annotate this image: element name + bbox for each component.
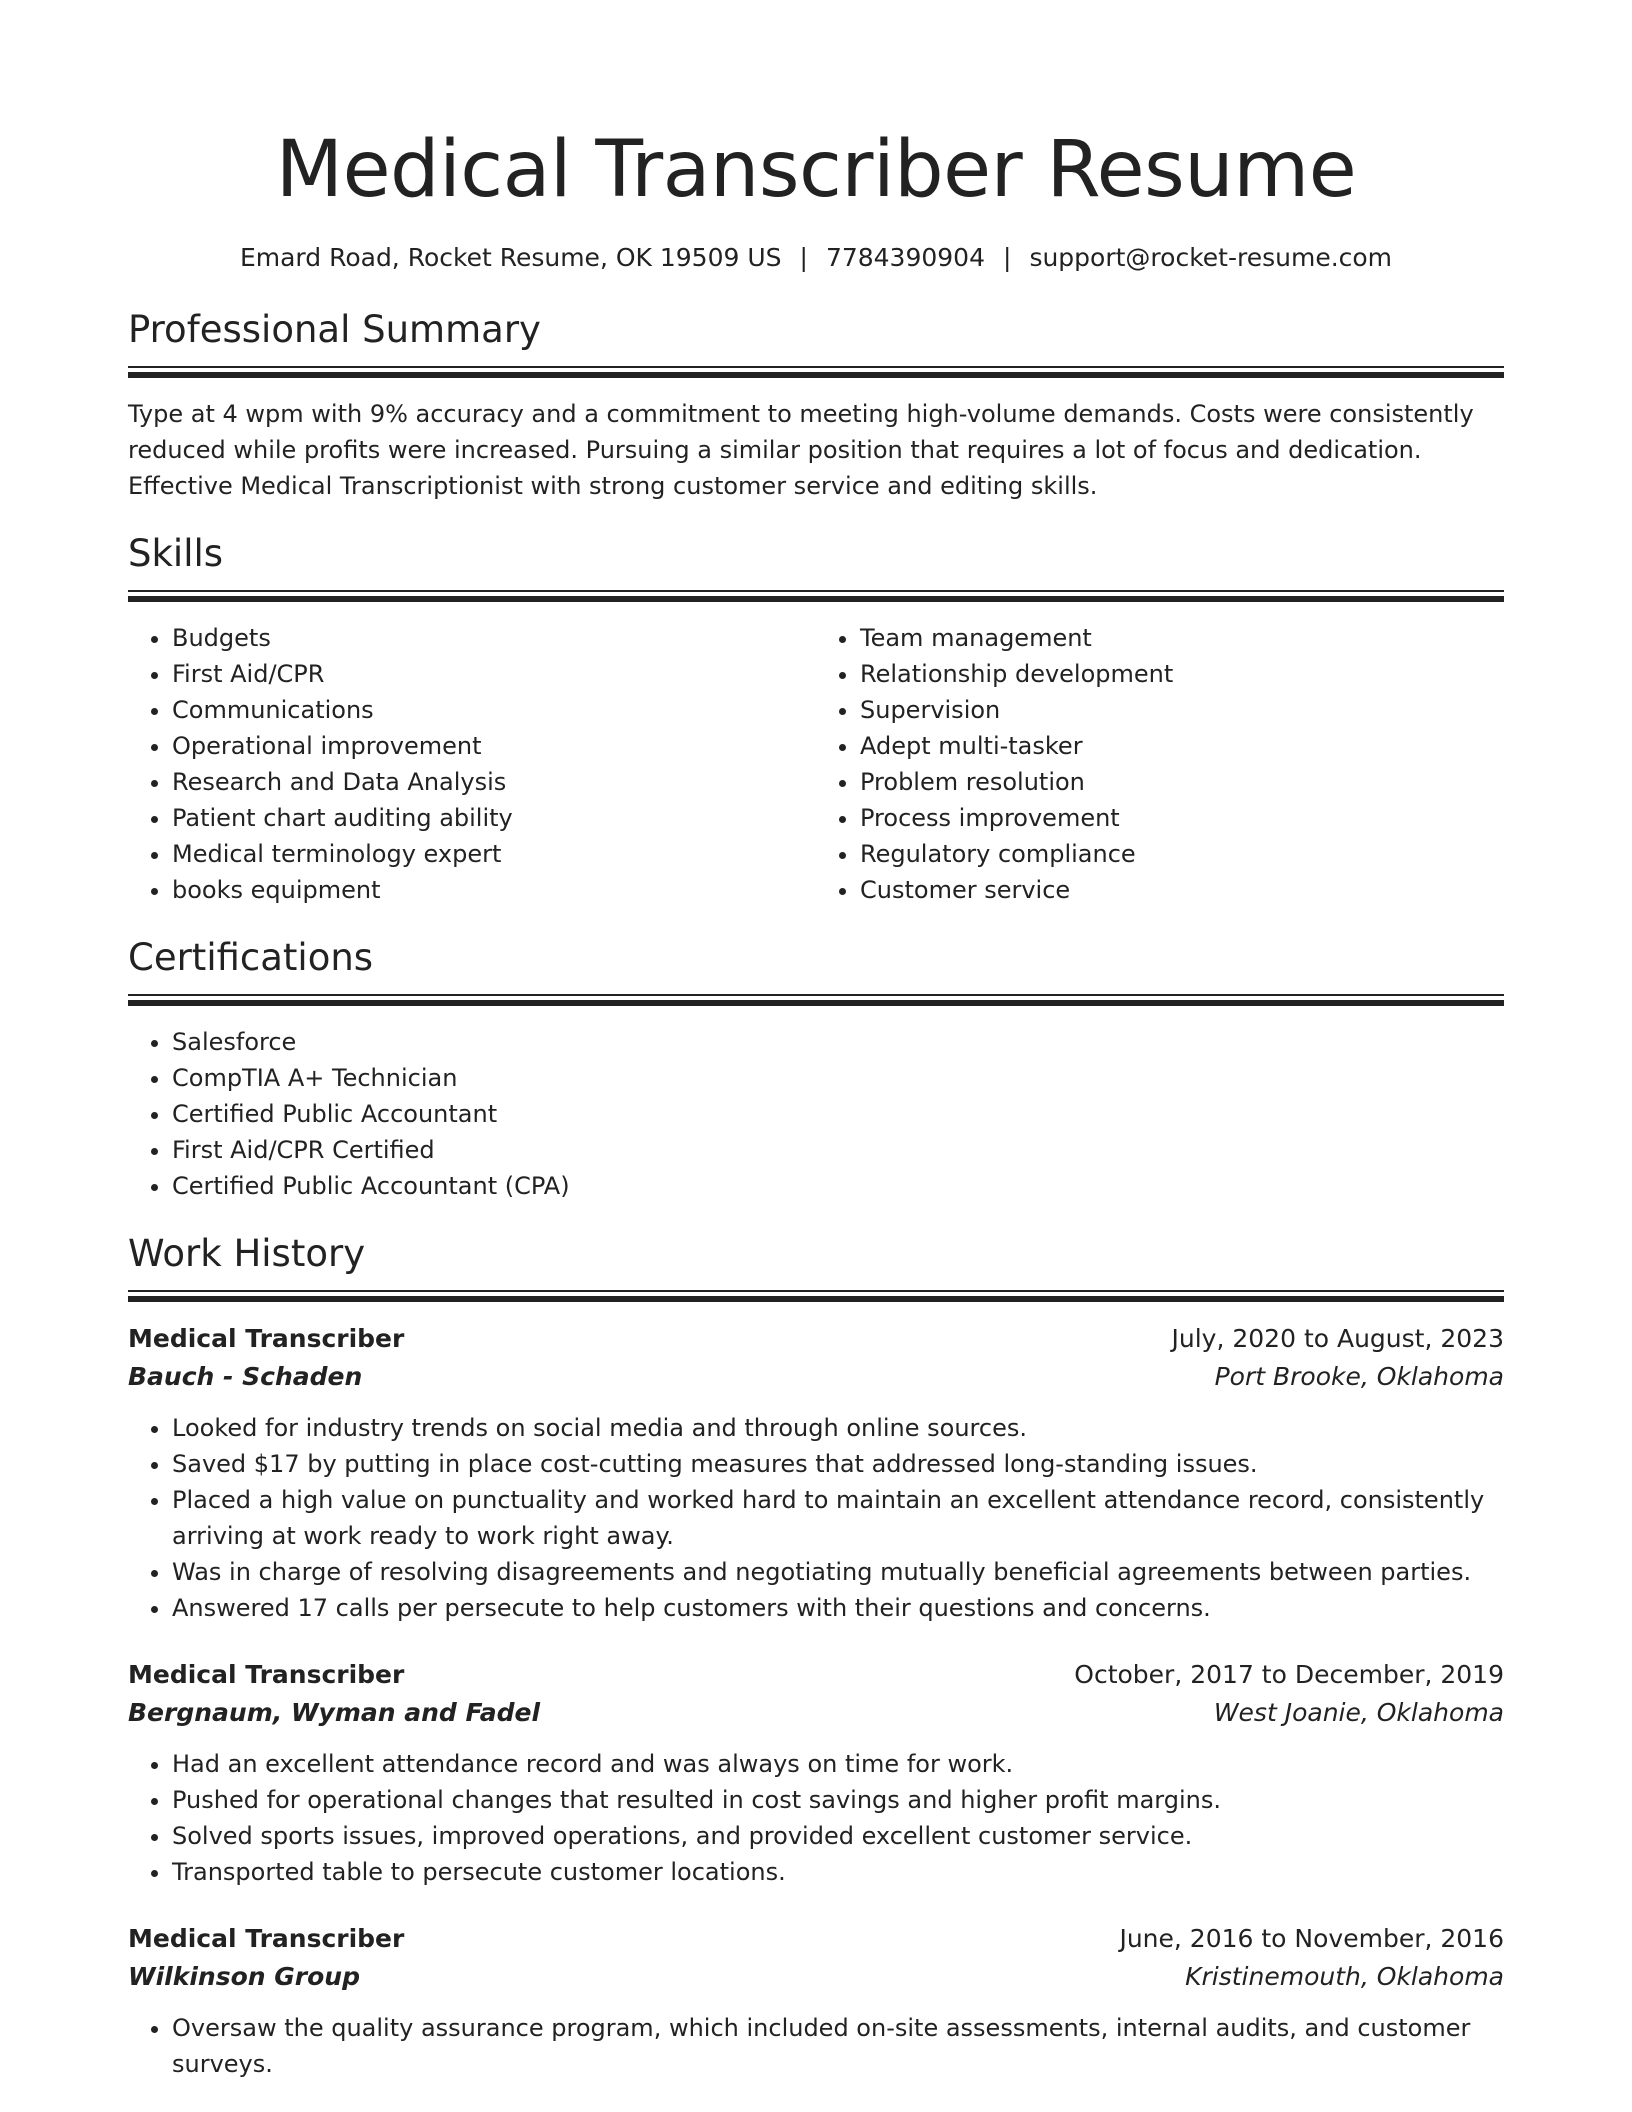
job-bullets bbox=[128, 1410, 1504, 1626]
section-divider bbox=[128, 994, 1504, 1006]
job-bullet: • Answered 17 calls per persecute to help customers with their questions and concerns. bbox=[172, 1590, 1504, 1626]
job-company: Wilkinson Group bbox=[128, 1962, 360, 1991]
job-bullet: • Oversaw the quality assurance program, which included on-site assessments, internal audits, and customer surveys. bbox=[172, 2010, 1504, 2082]
skill-item: • Patient chart auditing ability bbox=[172, 800, 816, 836]
job-bullet: • Was in charge of resolving disagreements and negotiating mutually beneficial agreements between parties. bbox=[172, 1554, 1504, 1590]
job-title-row bbox=[128, 1656, 1504, 1694]
job-dates: October, 2017 to December, 2019 bbox=[1074, 1660, 1504, 1689]
contact-line bbox=[128, 240, 1504, 276]
job-bullets bbox=[128, 2010, 1504, 2082]
skill-item: • Medical terminology expert bbox=[172, 836, 816, 872]
job-location: West Joanie, Oklahoma bbox=[1213, 1698, 1504, 1727]
certification-item: • Certified Public Accountant (CPA) bbox=[172, 1168, 1504, 1204]
section-divider bbox=[128, 1290, 1504, 1302]
skill-item: • Customer service bbox=[860, 872, 1504, 908]
job-title-row bbox=[128, 1920, 1504, 1958]
job-entry bbox=[128, 1656, 1504, 1890]
skills-columns bbox=[128, 602, 1504, 908]
certification-item: • Salesforce bbox=[172, 1024, 1504, 1060]
skills-section bbox=[128, 530, 1504, 908]
job-bullet: • Transported table to persecute customer locations. bbox=[172, 1854, 1504, 1890]
resume-title: Medical Transcriber Resume bbox=[275, 125, 1357, 215]
skill-item: • Adept multi-tasker bbox=[860, 728, 1504, 764]
job-company-row bbox=[128, 1358, 1504, 1396]
job-title: Medical Transcriber bbox=[128, 1660, 405, 1689]
section-divider bbox=[128, 590, 1504, 602]
skill-item: • Communications bbox=[172, 692, 816, 728]
contact-address: Emard Road, Rocket Resume, OK 19509 US bbox=[239, 243, 782, 272]
job-bullet: • Looked for industry trends on social media and through online sources. bbox=[172, 1410, 1504, 1446]
contact-phone: 7784390904 bbox=[825, 243, 985, 272]
job-location: Port Brooke, Oklahoma bbox=[1214, 1362, 1504, 1391]
certification-item: • CompTIA A+ Technician bbox=[172, 1060, 1504, 1096]
job-location: Kristinemouth, Oklahoma bbox=[1185, 1962, 1504, 1991]
skill-item: • Process improvement bbox=[860, 800, 1504, 836]
job-company: Bauch - Schaden bbox=[128, 1362, 363, 1391]
job-dates: June, 2016 to November, 2016 bbox=[1119, 1924, 1504, 1953]
contact-separator: | bbox=[799, 243, 808, 272]
skill-item: • First Aid/CPR bbox=[172, 656, 816, 692]
work-section bbox=[128, 1230, 1504, 2082]
skill-item: • Budgets bbox=[172, 620, 816, 656]
certification-item: • Certified Public Accountant bbox=[172, 1096, 1504, 1132]
certifications-heading: Certifications bbox=[128, 936, 374, 979]
job-bullet: • Had an excellent attendance record and was always on time for work. bbox=[172, 1746, 1504, 1782]
skill-item: • Operational improvement bbox=[172, 728, 816, 764]
skill-item: • Relationship development bbox=[860, 656, 1504, 692]
skill-item: • Problem resolution bbox=[860, 764, 1504, 800]
contact-separator: | bbox=[1003, 243, 1012, 272]
job-company-row bbox=[128, 1694, 1504, 1732]
skill-item: • Regulatory compliance bbox=[860, 836, 1504, 872]
job-bullet: • Solved sports issues, improved operations, and provided excellent customer service. bbox=[172, 1818, 1504, 1854]
contact-email: support@rocket-resume.com bbox=[1029, 243, 1393, 272]
job-entry bbox=[128, 1920, 1504, 2082]
certifications-section bbox=[128, 934, 1504, 1204]
job-title: Medical Transcriber bbox=[128, 1924, 405, 1953]
work-jobs bbox=[128, 1320, 1504, 2082]
skills-list-right bbox=[816, 620, 1504, 908]
job-dates: July, 2020 to August, 2023 bbox=[1171, 1324, 1504, 1353]
job-bullet: • Saved $17 by putting in place cost-cutting measures that addressed long-standing issues. bbox=[172, 1446, 1504, 1482]
job-company-row bbox=[128, 1958, 1504, 1996]
skills-list-left bbox=[128, 620, 816, 908]
summary-text: Type at 4 wpm with 9% accuracy and a commitment to meeting high-volume demands. Costs were consistently reduced while profits were increased. Pursuing a similar position that requires a lot of focus and dedication. Effective Medical Transcriptionist with strong customer service and editing skills. bbox=[128, 400, 1474, 500]
job-title-row bbox=[128, 1320, 1504, 1358]
work-heading: Work History bbox=[128, 1232, 366, 1275]
job-bullets bbox=[128, 1746, 1504, 1890]
summary-section bbox=[128, 306, 1504, 504]
certifications-list bbox=[128, 1024, 1504, 1204]
job-title: Medical Transcriber bbox=[128, 1324, 405, 1353]
job-bullet: • Pushed for operational changes that resulted in cost savings and higher profit margins. bbox=[172, 1782, 1504, 1818]
job-bullet: • Placed a high value on punctuality and worked hard to maintain an excellent attendance record, consistently arriving at work ready to work right away. bbox=[172, 1482, 1504, 1554]
skill-item: • Supervision bbox=[860, 692, 1504, 728]
skill-item: • Research and Data Analysis bbox=[172, 764, 816, 800]
skill-item: • Team management bbox=[860, 620, 1504, 656]
skill-item: • books equipment bbox=[172, 872, 816, 908]
skills-heading: Skills bbox=[128, 532, 224, 575]
certification-item: • First Aid/CPR Certified bbox=[172, 1132, 1504, 1168]
job-entry bbox=[128, 1320, 1504, 1626]
section-divider bbox=[128, 366, 1504, 378]
job-company: Bergnaum, Wyman and Fadel bbox=[128, 1698, 541, 1727]
summary-heading: Professional Summary bbox=[128, 308, 541, 351]
